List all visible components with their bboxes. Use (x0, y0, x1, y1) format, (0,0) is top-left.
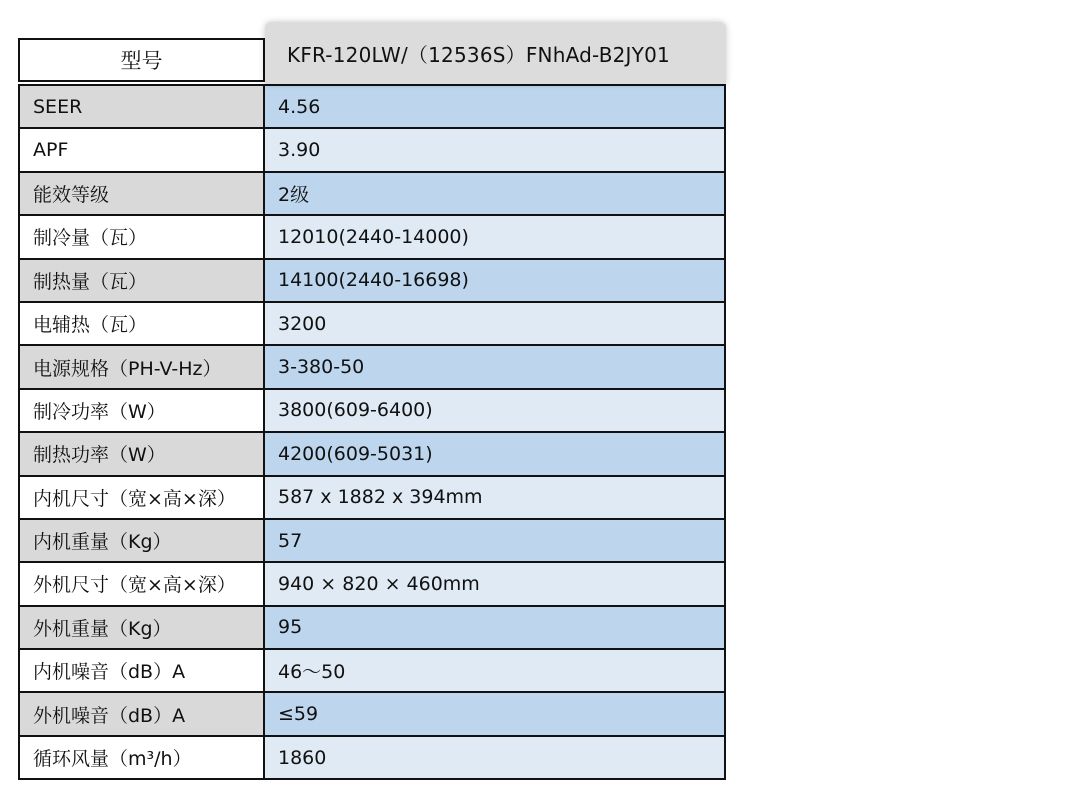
spec-value: 3-380-50 (265, 346, 724, 387)
spec-value: 4200(609-5031) (265, 433, 724, 474)
spec-label: 外机尺寸（宽×高×深） (20, 563, 265, 604)
spec-label: 内机重量（Kg） (20, 520, 265, 561)
spec-label: 制冷功率（W） (20, 390, 265, 431)
spec-value: 940 × 820 × 460mm (265, 563, 724, 604)
spec-label: 电辅热（瓦） (20, 303, 265, 344)
spec-value: 14100(2440-16698) (265, 260, 724, 301)
table-row (20, 735, 724, 778)
table-row (20, 648, 724, 691)
spec-value: 587 x 1882 x 394mm (265, 477, 724, 518)
spec-value: 3200 (265, 303, 724, 344)
spec-label: 制热功率（W） (20, 433, 265, 474)
spec-label: 能效等级 (20, 173, 265, 214)
table-row (20, 301, 724, 344)
table-row (20, 475, 724, 518)
spec-table (18, 22, 726, 780)
spec-value: 95 (265, 607, 724, 648)
table-row (20, 84, 724, 127)
model-value: KFR-120LW/（12536S）FNhAd-B2JY01 (265, 22, 726, 84)
spec-label: 内机噪音（dB）A (20, 650, 265, 691)
table-row (20, 127, 724, 170)
spec-label: 制热量（瓦） (20, 260, 265, 301)
spec-value: 46～50 (265, 650, 724, 691)
model-label: 型号 (18, 38, 265, 82)
table-row (20, 214, 724, 257)
table-body (18, 84, 726, 780)
spec-value: 1860 (265, 737, 724, 778)
table-row (20, 431, 724, 474)
spec-value: 4.56 (265, 86, 724, 127)
spec-value: 3800(609-6400) (265, 390, 724, 431)
spec-label: SEER (20, 86, 265, 127)
table-row (20, 518, 724, 561)
table-row (20, 605, 724, 648)
spec-value: 12010(2440-14000) (265, 216, 724, 257)
spec-label: APF (20, 129, 265, 170)
spec-label: 内机尺寸（宽×高×深） (20, 477, 265, 518)
spec-value: 2级 (265, 173, 724, 214)
table-row (20, 344, 724, 387)
spec-label: 制冷量（瓦） (20, 216, 265, 257)
table-row (20, 171, 724, 214)
spec-value: ≤59 (265, 693, 724, 734)
table-row (20, 561, 724, 604)
spec-label: 外机噪音（dB）A (20, 693, 265, 734)
table-row (20, 388, 724, 431)
table-row (20, 258, 724, 301)
spec-label: 外机重量（Kg） (20, 607, 265, 648)
spec-label: 电源规格（PH-V-Hz） (20, 346, 265, 387)
spec-value: 57 (265, 520, 724, 561)
spec-label: 循环风量（m³/h） (20, 737, 265, 778)
table-header (18, 22, 726, 84)
table-row (20, 691, 724, 734)
spec-value: 3.90 (265, 129, 724, 170)
